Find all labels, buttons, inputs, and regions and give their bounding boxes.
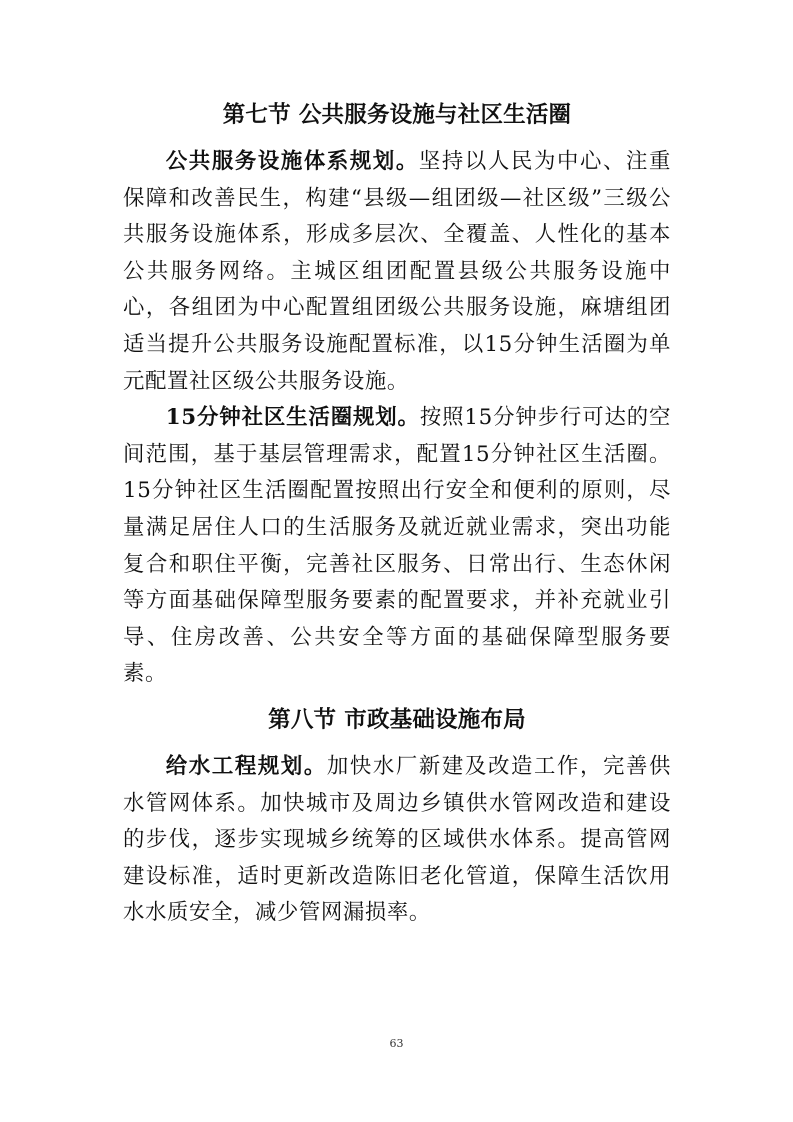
section-number: 第八节: [268, 706, 337, 733]
paragraph-15min-living-circle: [123, 400, 671, 693]
page-content: [123, 96, 671, 932]
paragraph-public-service-system: [123, 144, 671, 400]
paragraph-lead: 公共服务设施体系规划。: [165, 149, 419, 174]
section-number: 第七节: [222, 102, 291, 128]
paragraph-water-supply: [123, 749, 671, 932]
section-title-7: [123, 96, 671, 134]
paragraph-lead: 给水工程规划。: [165, 753, 327, 779]
paragraph-body: 加快水厂新建及改造工作，完善供水管网体系。加快城市及周边乡镇供水管网改造和建设的步伐，逐步实现城乡统筹的区域供水体系。提高管网建设标准，适时更新改造陈旧老化管道，保障生活饮用水水质安全，减少管网漏损率。: [123, 753, 671, 926]
page-number: 63: [389, 1037, 404, 1050]
section-title-8: [123, 701, 671, 739]
section-title-text: 市政基础设施布局: [344, 706, 526, 733]
paragraph-body: 坚持以人民为中心、注重保障和改善民生，构建“县级—组团级—社区级”三级公共服务设施体系，形成多层次、全覆盖、人性化的基本公共服务网络。主城区组团配置县级公共服务设施中心，各组团为中心配置组团级公共服务设施，麻塘组团适当提升公共服务设施配置标准，以15分钟生活圈为单元配置社区级公共服务设施。: [123, 149, 671, 394]
section-title-text: 公共服务设施与社区生活圈: [298, 102, 572, 128]
paragraph-lead: 15分钟社区生活圈规划。: [165, 405, 420, 431]
paragraph-body: 按照15分钟步行可达的空间范围，基于基层管理需求，配置15分钟社区生活圈。15分钟社区生活圈配置按照出行安全和便利的原则，尽量满足居住人口的生活服务及就近就业需求，突出功能复合和职住平衡，完善社区服务、日常出行、生态休闲等方面基础保障型服务要素的配置要求，并补充就业引导、住房改善、公共安全等方面的基础保障型服务要素。: [123, 405, 672, 687]
